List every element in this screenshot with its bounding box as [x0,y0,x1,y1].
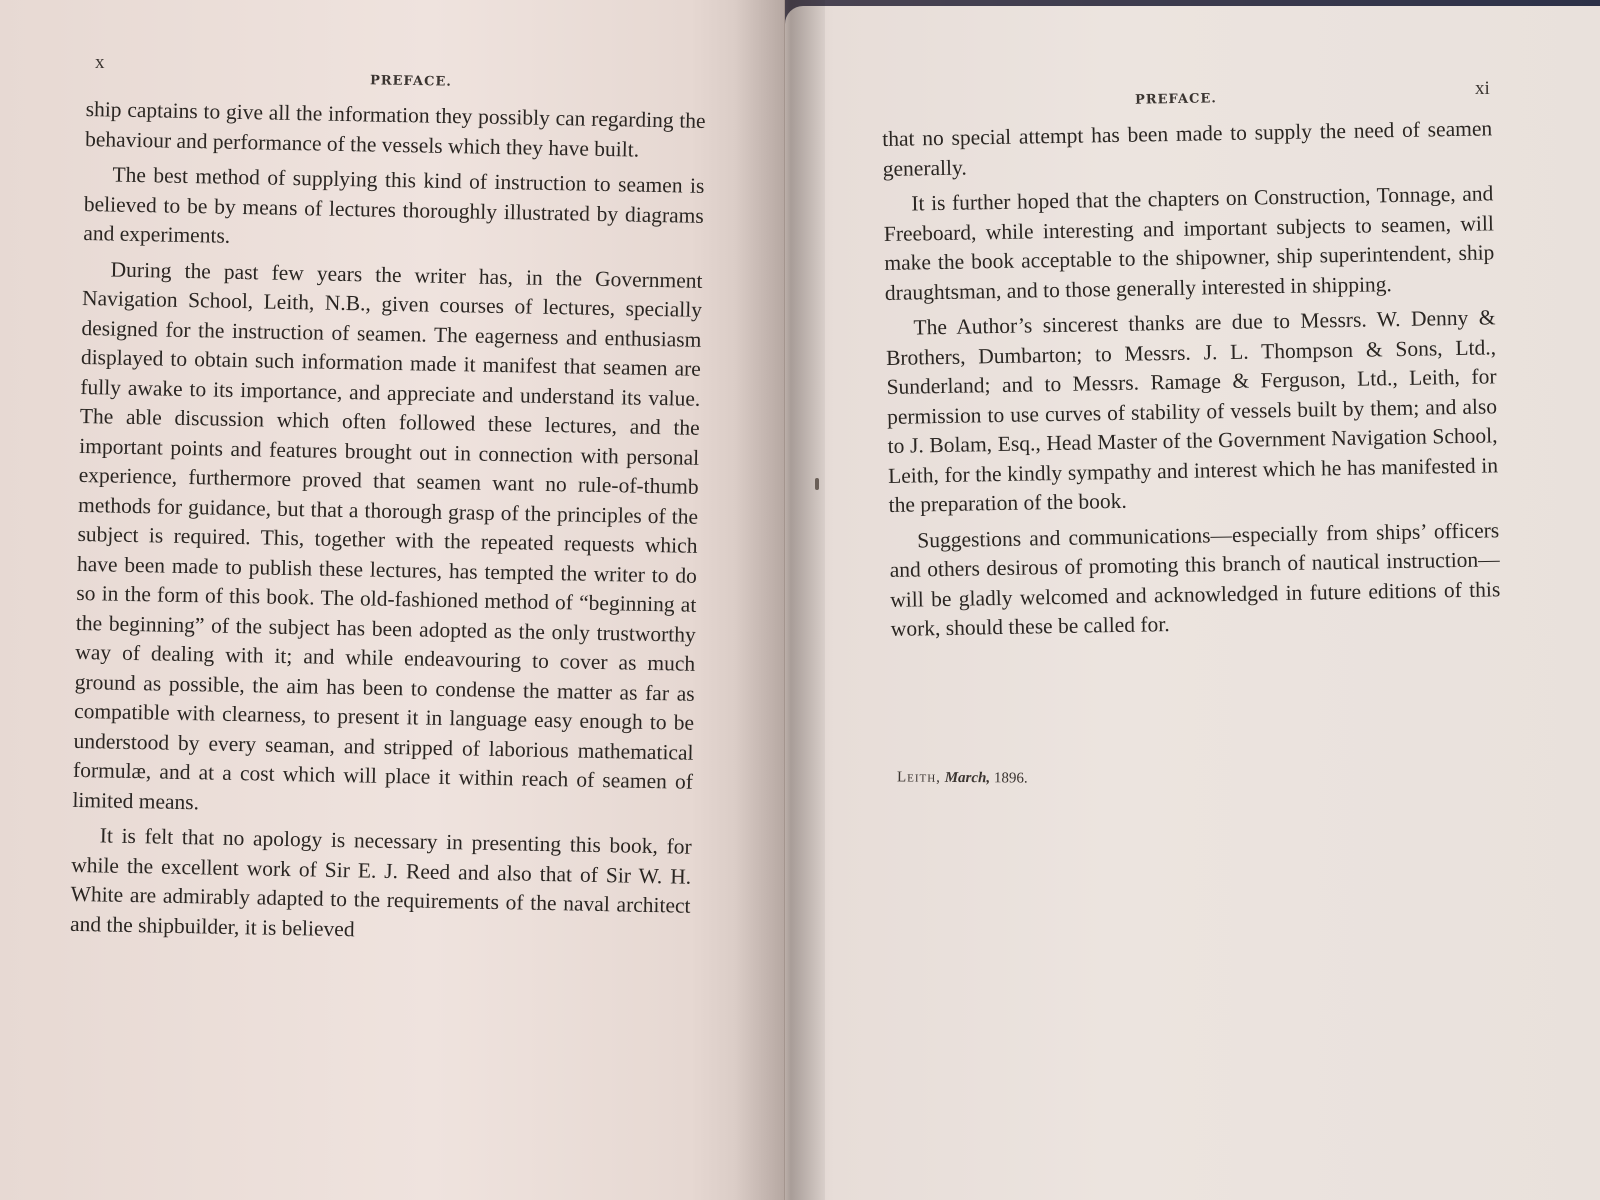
paragraph: It is further hoped that the chapters on Construction, Tonnage, and Freeboard, while interesting and important subjects to seamen, will make the book acceptable to the shipowner, ship superintendent, ship draughtsman, and to those generally interested in shipping. [883,181,1495,305]
running-head-left: PREFACE. [369,73,452,90]
paragraph: ship captains to give all the information they possibly can regarding the behaviour and performance of the vessels which they have built. [84,96,706,162]
signature-place: Leith, [896,769,942,786]
left-page [0,0,785,1200]
paragraph: The best method of supplying this kind of instruction to seamen is believed to be by means of lectures thoroughly illustrated by diagrams and experiments. [83,162,705,248]
signature-month: March, [944,769,991,787]
paragraph: It is felt that no apology is necessary in presenting this book, for while the excellent work of Sir E. J. Reed and also that of Sir W. H. White are admirably adapted to the requirements of the naval architect and the shipbuilder, it is believed [69,823,692,941]
left-page-body [70,95,706,957]
ink-mark [815,478,819,490]
paragraph: The Author’s sincerest thanks are due to Messrs. W. Denny & Brothers, Dumbarton; to Messrs. J. L. Thompson & Sons, Ltd., Sunderland; and to Messrs. Ramage & Ferguson, Ltd., Leith, for permission to use curves of stability of vessels built by them; and also to J. Bolam, Esq., Head Master of the Government Navigation School, Leith, for the kindly sympathy and interest which he has manifested in the preparation of the book. [885,305,1499,517]
paragraph: Suggestions and communications—especially from ships’ officers and others desirous of promoting this branch of nautical instruction—will be gladly welcomed and acknowledged in future editions of this work, should these be called for. [889,517,1501,641]
right-page-body [882,114,1501,650]
preface-signature [897,769,1028,787]
paragraph: During the past few years the writer has, in the Government Navigation School, Leith, N.B., given courses of lectures, specially designed for the instruction of seamen. The eagerness and enthusiasm displayed to obtain such information made it manifest that seamen are fully awake to its importance, and appreciate and understand its value. The able discussion which often followed these lectures, and the important points and features brought out in connection with personal experience, furthermore proved that seamen want no rule-of-thumb methods for guidance, but that a thorough grasp of the principles of the subject is required. This, together with the repeated requests which have been made to publish these lectures, has tempted the writer to do so in the form of this book. The old-fashioned method of “beginning at the beginning” of the subject has been adopted as the only trustworthy way of dealing with it; and while endeavouring to cover as much ground as possible, the aim has been to condense the matter as far as compatible with clearness, to present it in language easy enough to be understood by every seaman, and stripped of laborious mathematical formulæ, and at a cost which will place it within reach of seamen of limited means. [72,257,703,814]
paragraph: that no special attempt has been made to supply the need of seamen generally. [882,116,1493,181]
page-number-right: xi [1475,78,1490,99]
running-head-right: PREFACE. [1134,91,1217,108]
signature-year: 1896. [993,770,1028,787]
page-number-left: x [95,52,105,73]
